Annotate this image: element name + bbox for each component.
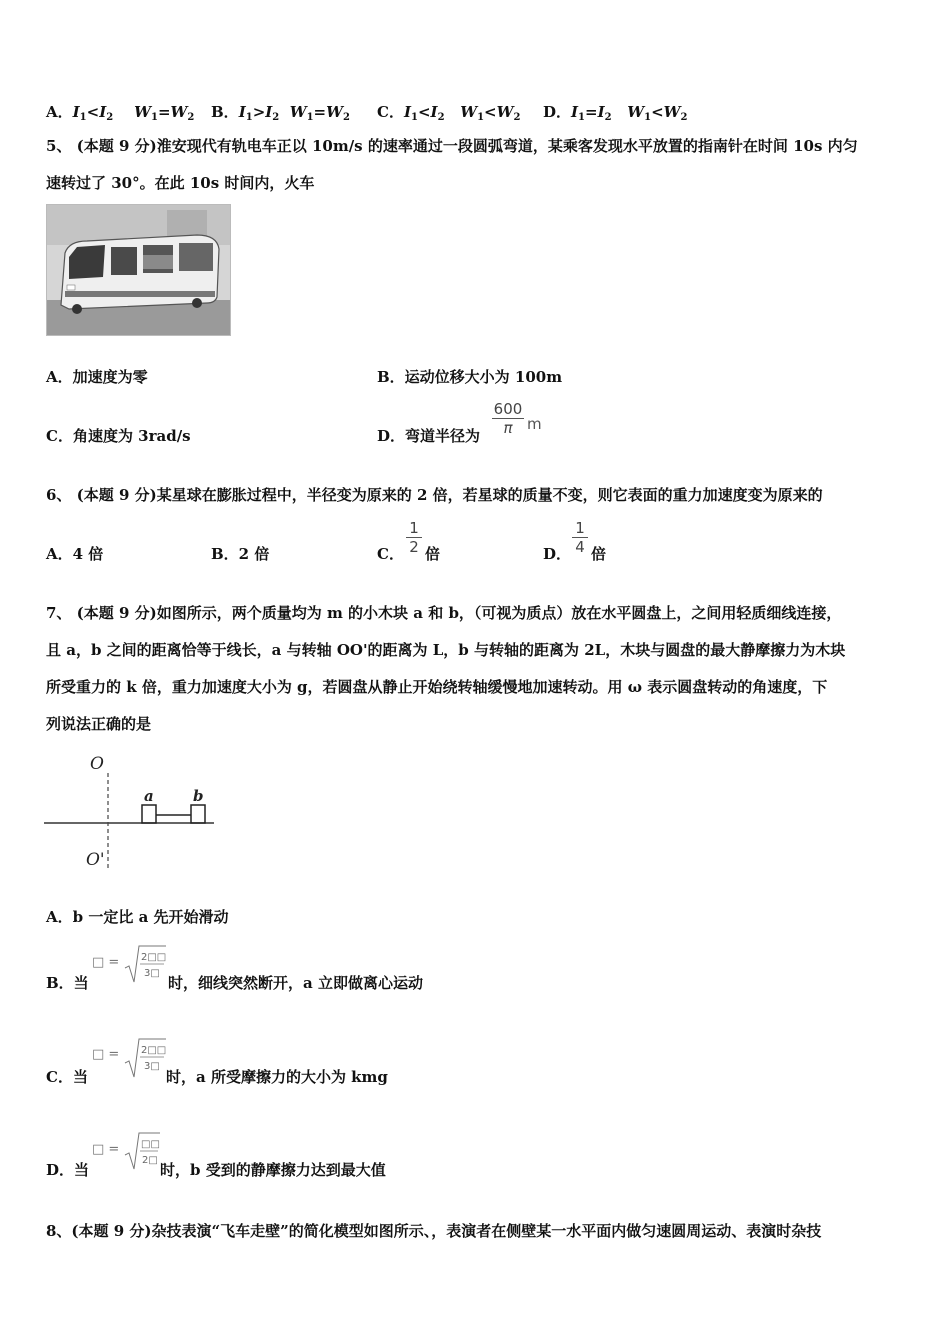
q7-option-c-text: 时，a 所受摩擦力的大小为 kmg [166,1068,388,1086]
q5-option-b: B．运动位移大小为 100m [377,368,563,386]
q7-option-b-radicand-den: 3□ [144,968,160,979]
q4-option-c: C．$I_1<I_2$ $W_1<W_2$ [377,103,521,123]
q7-stem-line1: 7、 (本题 9 分)如图所示，两个质量均为 m 的小木块 a 和 b，（可视为质点）放在水平圆盘上，之间用轻质细线连接， [46,604,842,622]
q6-option-c-label: C． [377,545,404,563]
q5-option-c: C．角速度为 3rad/s [46,427,191,445]
q7-option-b-radicand-num: 2□□ [141,952,166,963]
q6-option-a: A．4 倍 [46,545,104,563]
q8-stem-line1: 8、(本题 9 分)杂技表演“飞车走壁”的简化模型如图所示、，表演者在侧壁某一水平面内做匀速圆周运动、表演时杂技 [46,1222,822,1240]
q7-option-c-radicand-num: 2□□ [141,1045,166,1056]
q7-option-d-radical [124,1131,160,1171]
q7-option-c-equation: □ = [92,1047,120,1062]
tram-photo [46,204,231,336]
q4-option-b: B．$I_1>I_2$ $W_1=W_2$ [211,103,350,123]
q7-option-d-label: D．当 [46,1161,90,1179]
q4-option-d: D．$I_1=I_2$ $W_1<W_2$ [543,103,688,123]
q5-option-a: A．加速度为零 [46,368,148,386]
q7-option-b-text: 时，细线突然断开，a 立即做离心运动 [168,974,423,992]
q7-stem-line4: 列说法正确的是 [46,715,152,733]
axis-label-bottom: O' [86,850,105,870]
q6-option-b: B．2 倍 [211,545,270,563]
q6-stem-line1: 6、 (本题 9 分)某星球在膨胀过程中，半径变为原来的 2 倍，若星球的质量不变，则它表面的重力加速度变为原来的 [46,486,823,504]
turntable-diagram [44,745,219,875]
q7-option-d-text: 时，b 受到的静摩擦力达到最大值 [160,1161,386,1179]
q5-option-d: D．弯道半径为 [377,427,481,445]
q7-option-d-radicand-num: □□ [141,1139,160,1150]
q5-radius-unit: m [527,415,542,433]
tram-illustration [47,205,230,335]
q7-stem-line2: 且 a，b 之间的距离恰等于线长，a 与转轴 OO'的距离为 L，b 与转轴的距离为 2L，木块与圆盘的最大静摩擦力为木块 [46,641,846,659]
q5-radius-fraction: 600 π [493,400,523,437]
q7-option-c-label: C．当 [46,1068,88,1086]
q7-option-d-equation: □ = [92,1142,120,1157]
block-a-label: a [144,787,154,805]
q7-option-b-equation: □ = [92,955,120,970]
q6-option-c-fraction: 1 2 [406,519,422,556]
block-b [191,805,205,823]
axis-label-top: O [90,754,104,774]
q7-option-a: A．b 一定比 a 先开始滑动 [46,908,229,926]
q7-option-b-label: B．当 [46,974,89,992]
q6-option-c-suffix: 倍 [425,545,441,563]
q6-option-d-fraction: 1 4 [572,519,588,556]
q7-option-b-radical [124,944,166,984]
q7-stem-line3: 所受重力的 k 倍，重力加速度大小为 g，若圆盘从静止开始绕转轴缓慢地加速转动。用 ω 表示圆盘转动的角速度，下 [46,678,828,696]
q5-stem-line1: 5、 (本题 9 分)淮安现代有轨电车正以 10m/s 的速率通过一段圆弧弯道，某乘客发现水平放置的指南针在时间 10s 内匀 [46,137,858,155]
q7-option-c-radical [124,1037,166,1079]
q7-option-d-radicand-den: 2□ [142,1155,158,1166]
q5-stem-line2: 速转过了 30°。在此 10s 时间内，火车 [46,174,315,192]
block-a [142,805,156,823]
q6-option-d-label: D． [543,545,572,563]
block-b-label: b [193,787,204,805]
q6-option-d-suffix: 倍 [591,545,607,563]
q4-option-a: A．$I_1<I_2$ $W_1=W_2$ [46,103,195,123]
q7-option-c-radicand-den: 3□ [144,1061,160,1072]
